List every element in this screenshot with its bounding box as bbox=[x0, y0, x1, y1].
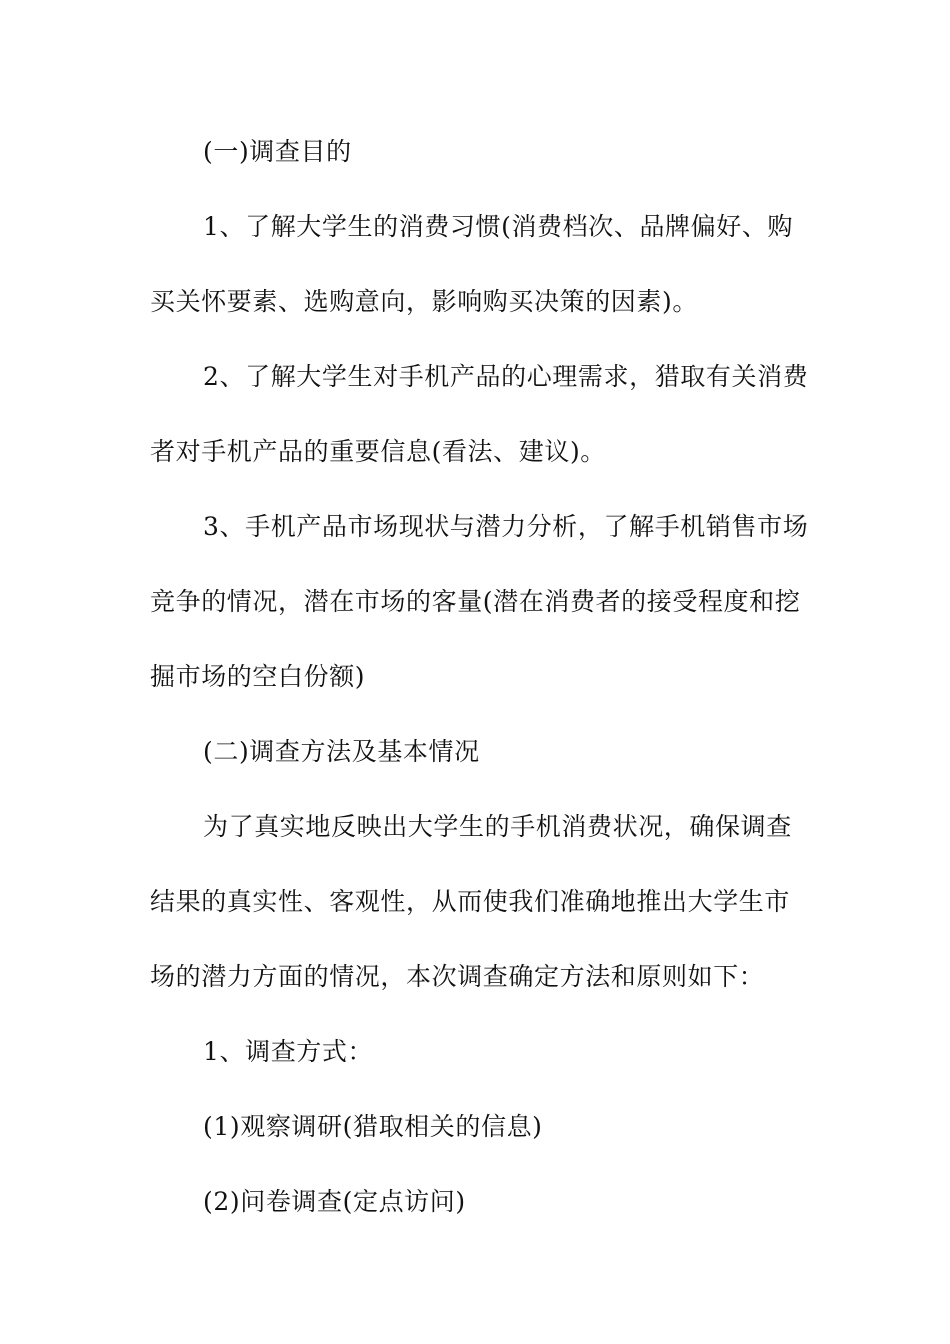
paragraph-line: 1、了解大学生的消费习惯(消费档次、品牌偏好、购 bbox=[203, 212, 794, 241]
paragraph-line: 者对手机产品的重要信息(看法、建议)。 bbox=[150, 437, 606, 466]
paragraph-line: 买关怀要素、选购意向，影响购买决策的因素)。 bbox=[150, 287, 698, 316]
paragraph-line: 场的潜力方面的情况，本次调查确定方法和原则如下： bbox=[150, 962, 765, 991]
paragraph-line: 2、了解大学生对手机产品的心理需求，猎取有关消费 bbox=[203, 362, 809, 391]
heading-survey-method: (二)调查方法及基本情况 bbox=[203, 737, 480, 766]
list-item: (1)观察调研(猎取相关的信息) bbox=[203, 1112, 543, 1141]
list-heading: 1、调查方式： bbox=[203, 1037, 374, 1066]
paragraph-line: 竞争的情况，潜在市场的客量(潜在消费者的接受程度和挖 bbox=[150, 587, 801, 616]
paragraph-line: 为了真实地反映出大学生的手机消费状况，确保调查 bbox=[203, 812, 792, 841]
paragraph-line: 掘市场的空白份额) bbox=[150, 662, 366, 691]
heading-survey-purpose: (一)调查目的 bbox=[203, 137, 352, 166]
list-item: (2)问卷调查(定点访问) bbox=[203, 1187, 466, 1216]
paragraph-line: 结果的真实性、客观性，从而使我们准确地推出大学生市 bbox=[150, 887, 791, 916]
paragraph-line: 3、手机产品市场现状与潜力分析，了解手机销售市场 bbox=[203, 512, 809, 541]
